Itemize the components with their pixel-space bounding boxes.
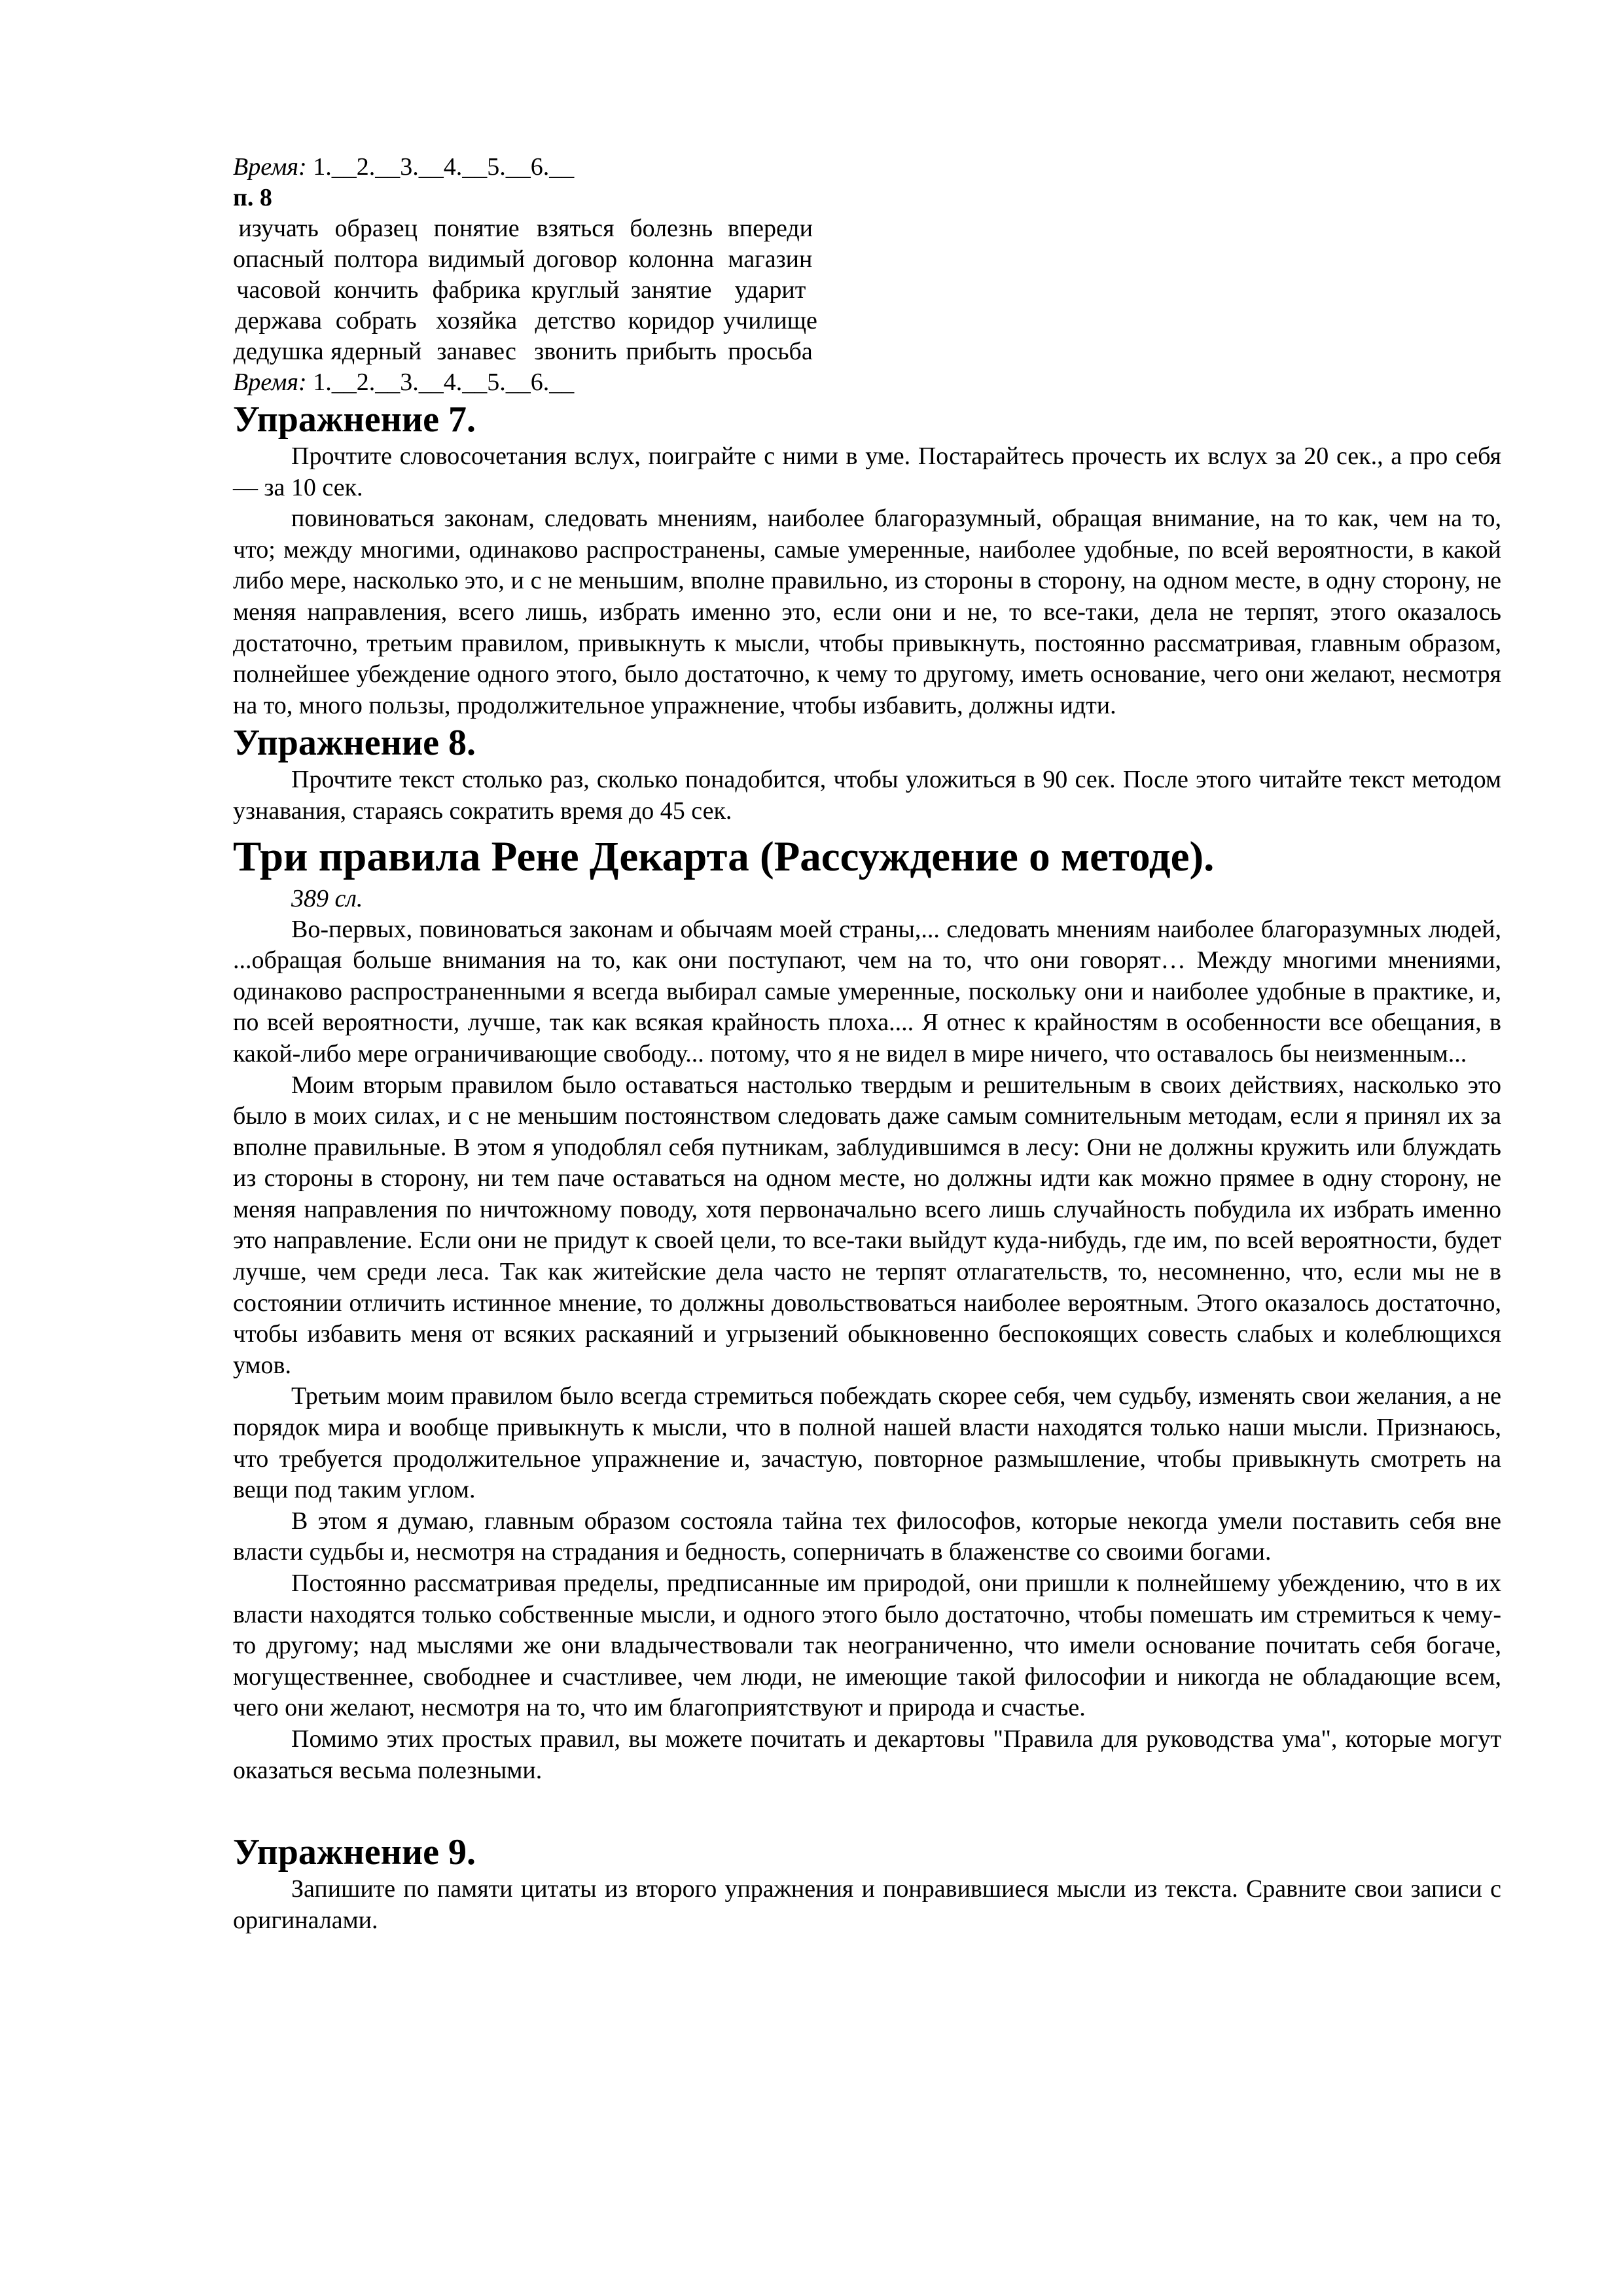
table-cell: договор (533, 245, 618, 273)
document-page (233, 152, 1501, 1936)
timing-line-bottom (233, 367, 1501, 398)
exercise-8-heading: Упражнение 8. (233, 723, 476, 764)
table-cell: звонить (534, 338, 617, 365)
table-cell: часовой (236, 276, 321, 304)
text-paragraph-4: В этом я думаю, главным образом состояла тайна тех философов, которые некогда умели поставить себя вне власти судьбы и, несмотря на страдания и бедность, соперничать в блаженстве со своими богами. (233, 1507, 1501, 1566)
table-cell: ударит (734, 276, 806, 304)
table-cell: кончить (334, 276, 419, 304)
table-cell: понятие (433, 215, 520, 242)
exercise-7-phrases: повиноваться законам, следовать мнениям, наиболее благоразумный, обращая внимание, на то как, чем на то, что; между многими, одинаково распространены, самые умеренные, наиболее удобные, по всей вероятности, в какой либо мере, насколько это, и с не меньшим, вполне правильно, из стороны в сторону, на одном месте, в одну сторону, не меняя направления, всего лишь, избрать именно это, если они и не, то все-таки, дела не терпят, этого оказалось достаточно, третьим правилом, привыкнуть к мысли, чтобы привыкнуть, постоянно рассматривая, главным образом, полнейшее убеждение одного этого, было достаточно, к чему то другому, иметь основание, чего они желают, несмотря на то, много пользы, продолжительное упражнение, чтобы избавить, должны идти. (233, 505, 1501, 719)
table-cell: магазин (728, 245, 813, 273)
table-cell: занавес (437, 338, 516, 365)
exercise-8-instruction: Прочтите текст столько раз, сколько понадобится, чтобы уложиться в 90 сек. После этого читайте текст методом узнавания, стараясь сократить время до 45 сек. (233, 766, 1501, 825)
table-cell: просьба (728, 338, 813, 365)
timing-line-top (233, 152, 1501, 183)
timing-slots: 1.__2.__3.__4.__5.__6.__ (306, 368, 575, 396)
section-label: п. 8 (233, 184, 272, 211)
text-paragraph-3: Третьим моим правилом было всегда стремиться побеждать скорее себя, чем судьбу, изменять свои желания, а не порядок мира и вообще привыкнуть к мысли, что в полной нашей власти находятся только наши мысли. Признаюсь, что требуется продолжительное упражнение и, зачастую, повторное размышление, чтобы привыкнуть смотреть на вещи под таким углом. (233, 1382, 1501, 1504)
table-row (230, 275, 821, 306)
table-cell: хозяйка (436, 307, 518, 334)
table-cell: коридор (628, 307, 715, 334)
exercise-9-heading: Упражнение 9. (233, 1832, 476, 1873)
table-cell: детство (535, 307, 616, 334)
exercise-7-heading: Упражнение 7. (233, 399, 476, 440)
table-cell: видимый (428, 245, 526, 273)
table-row (230, 244, 821, 275)
table-cell: изучать (238, 215, 319, 242)
exercise-9-instruction: Запишите по памяти цитаты из второго упражнения и понравившиеся мысли из текста. Сравните свои записи с оригиналами. (233, 1875, 1501, 1934)
table-row (230, 306, 821, 336)
text-paragraph-1: Во-первых, повиноваться законам и обычаям моей страны,... следовать мнениям наиболее благоразумных людей, ...обращая больше внимания на то, как они поступают, чем на то, что они говорят… Между многими мнениями, одинаково распространенными я всегда выбирал самые умеренные, поскольку они и наиболее удобные в практике, и, по всей вероятности, лучше, так как всякая крайность плоха.... Я отнес к крайностям в особенности все обещания, в какой-либо мере ограничивающие свободу... потому, что я не видел в мире ничего, что оставалось бы неизменным... (233, 915, 1501, 1067)
table-cell: держава (235, 307, 322, 334)
table-cell: болезнь (630, 215, 713, 242)
timing-slots: 1.__2.__3.__4.__5.__6.__ (306, 153, 575, 181)
spacer (233, 1786, 1501, 1831)
table-cell: взяться (536, 215, 615, 242)
table-cell: занятие (630, 276, 712, 304)
table-cell: полтора (334, 245, 419, 273)
timing-label: Время: (233, 368, 307, 396)
table-cell: образец (334, 215, 418, 242)
table-cell: дедушка (233, 338, 324, 365)
table-cell: круглый (531, 276, 620, 304)
word-count: 389 сл. (291, 884, 363, 912)
table-cell: впереди (727, 215, 813, 242)
table-cell: ядерный (330, 338, 422, 365)
timing-label: Время: (233, 153, 307, 181)
text-title: Три правила Рене Декарта (Рассуждение о методе). (233, 833, 1215, 880)
text-paragraph-2: Моим вторым правилом было оставаться настолько твердым и решительным в своих действиях, насколько это было в моих силах, и с не меньшим постоянством следовать даже самым сомнительным методам, если я принял их за вполне правильные. В этом я уподоблял себя путникам, заблудившимся в лесу: Они не должны кружить или блуждать из стороны в сторону, ни тем паче оставаться на одном месте, но должны идти как можно прямее в одну сторону, не меняя направления по ничтожному поводу, хотя первоначально всего лишь случайность побудила их избрать именно это направление. Если они не придут к своей цели, то все-таки выйдут куда-нибудь, где им, по всей вероятности, будет лучше, чем среди леса. Так как житейские дела часто не терпят отлагательств, то, несомненно, что, если мы не в состоянии отличить истинное мнение, то должны довольствоваться наиболее вероятным. Этого оказалось достаточно, чтобы избавить меня от всяких раскаяний и угрызений обыкновенно беспокоящих совесть слабых и колеблющихся умов. (233, 1071, 1501, 1379)
table-cell: прибыть (626, 338, 717, 365)
table-row (230, 336, 821, 367)
table-cell: колонна (628, 245, 715, 273)
text-paragraph-5: Постоянно рассматривая пределы, предписанные им природой, они пришли к полнейшему убеждению, что в их власти находятся только собственные мысли, и одного этого было достаточно, чтобы помешать им стремиться к чему-то другому; над мыслями же они владычествовали так неограниченно, что имели основание почитать себя богаче, могущественнее, свободнее и счастливее, чем люди, не имеющие такой философии и никогда не обладающие всем, чего они желают, несмотря на то, что им благоприятствуют и природа и счастье. (233, 1570, 1501, 1722)
table-cell: училище (722, 307, 817, 334)
table-row (230, 213, 821, 244)
table-cell: собрать (335, 307, 417, 334)
table-cell: фабрика (432, 276, 521, 304)
word-table (230, 213, 821, 367)
table-cell: опасный (233, 245, 325, 273)
text-paragraph-6: Помимо этих простых правил, вы можете почитать и декартовы "Правила для руководства ума", которые могут оказаться весьма полезными. (233, 1725, 1501, 1784)
exercise-7-instruction: Прочтите словосочетания вслух, поиграйте с ними в уме. Постарайтесь прочесть их вслух за 20 сек., а про себя — за 10 сек. (233, 442, 1501, 501)
